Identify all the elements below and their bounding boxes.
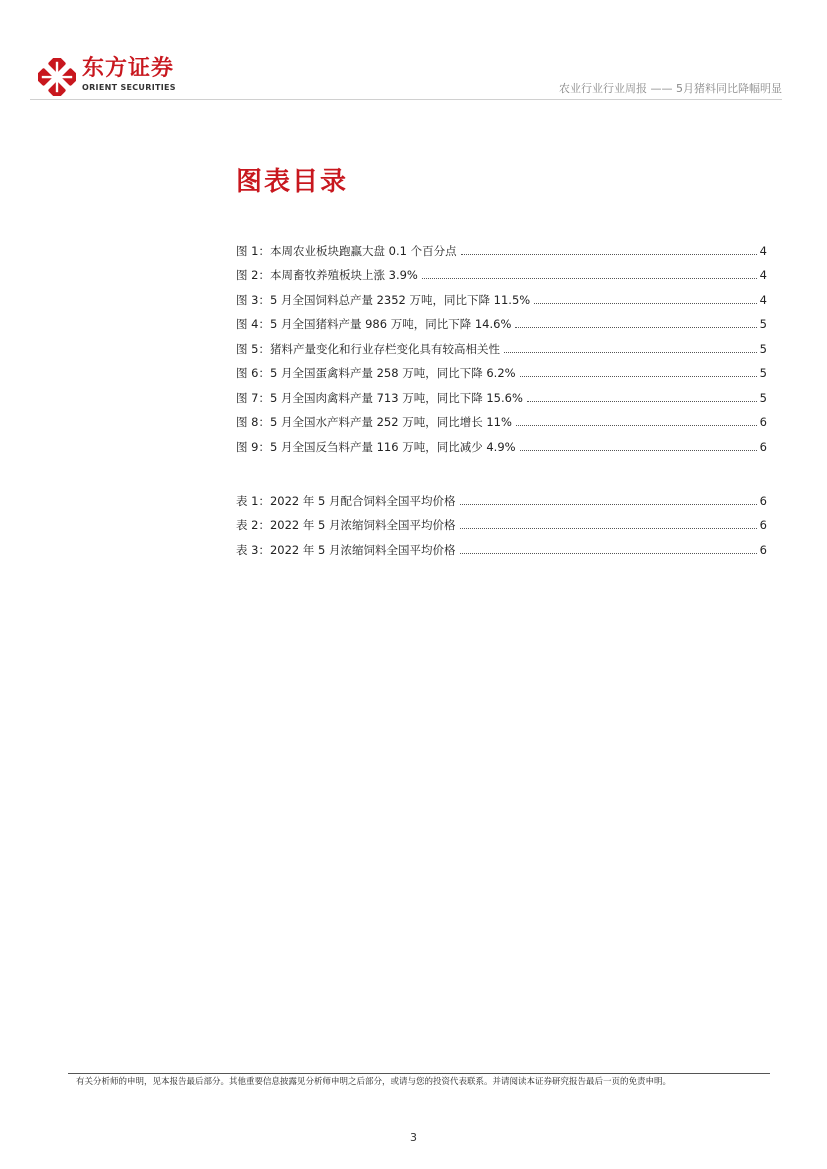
document-title: 农业行业行业周报 —— 5月猪料同比降幅明显 [559,82,782,95]
table-list [236,483,767,557]
toc-entry-figure-6[interactable] [236,356,767,381]
toc-entry-table-1[interactable] [236,483,767,508]
toc-entry-figure-7[interactable] [236,380,767,405]
toc-entry-figure-1[interactable] [236,233,767,258]
page-header [0,0,827,100]
toc-entry-page: 6 [759,415,767,429]
toc-entry-page: 4 [759,292,767,307]
brand-name-en: ORIENT SECURITIES [82,83,176,92]
toc-entry-label: 图 3：5 月全国饲料总产量 2352 万吨，同比下降 11.5% [236,292,531,307]
dot-leader [460,528,757,529]
toc-entry-figure-8[interactable] [236,405,767,430]
dot-leader [460,553,757,554]
toc-entry-label: 图 2：本周畜牧养殖板块上涨 3.9% [236,268,418,282]
toc-entry-label: 图 8：5 月全国水产料产量 252 万吨，同比增长 11% [236,415,512,429]
toc-entry-figure-2[interactable] [236,258,767,283]
dot-leader [520,376,757,377]
toc-entry-figure-3[interactable] [236,282,767,307]
dot-leader [504,352,757,353]
dot-leader [515,327,756,328]
toc-entry-label: 图 9：5 月全国反刍料产量 116 万吨，同比减少 4.9% [236,439,516,454]
toc-entry-label: 图 5：猪料产量变化和行业存栏变化具有较高相关性 [236,341,500,356]
page-number: 3 [410,1131,417,1144]
toc-entry-page: 5 [759,366,767,380]
toc-entry-page: 4 [759,268,767,282]
toc-heading: 图表目录 [236,167,349,197]
header-divider [30,99,782,100]
toc-entry-page: 5 [759,317,767,331]
figure-list [236,233,767,454]
orient-securities-logo [38,58,76,96]
toc-entry-page: 6 [759,542,767,557]
toc-entry-table-2[interactable] [236,508,767,533]
dot-leader [460,504,757,505]
toc-entry-label: 图 4：5 月全国猪料产量 986 万吨，同比下降 14.6% [236,317,512,331]
toc-entry-page: 6 [759,493,767,508]
dot-leader [534,303,756,304]
toc-entry-page: 5 [759,341,767,356]
toc-entry-figure-5[interactable] [236,331,767,356]
footer-disclaimer: 有关分析师的申明，见本报告最后部分。其他重要信息披露见分析师申明之后部分，或请与您的投资代表联系。并请阅读本证券研究报告最后一页的免责申明。 [76,1077,672,1087]
dot-leader [520,450,757,451]
toc-entry-label: 图 7：5 月全国肉禽料产量 713 万吨，同比下降 15.6% [236,390,523,405]
toc-entry-label: 图 1：本周农业板块跑赢大盘 0.1 个百分点 [236,243,457,258]
footer-divider [68,1073,770,1074]
toc-entry-page: 4 [759,243,767,258]
dot-leader [461,254,757,255]
dot-leader [422,278,757,279]
dot-leader [527,401,757,402]
brand-name-cn: 东方证券 [82,56,175,81]
toc-entry-label: 图 6：5 月全国蛋禽料产量 258 万吨，同比下降 6.2% [236,366,516,380]
toc-entry-page: 5 [759,390,767,405]
toc-entry-table-3[interactable] [236,532,767,557]
toc-entry-page: 6 [759,518,767,532]
toc-entry-figure-9[interactable] [236,429,767,454]
toc-entry-label: 表 2：2022 年 5 月浓缩饲料全国平均价格 [236,518,456,532]
toc-entry-label: 表 1：2022 年 5 月配合饲料全国平均价格 [236,493,456,508]
toc-entry-figure-4[interactable] [236,307,767,332]
dot-leader [516,425,757,426]
toc-entry-page: 6 [759,439,767,454]
toc-entry-label: 表 3：2022 年 5 月浓缩饲料全国平均价格 [236,542,456,557]
